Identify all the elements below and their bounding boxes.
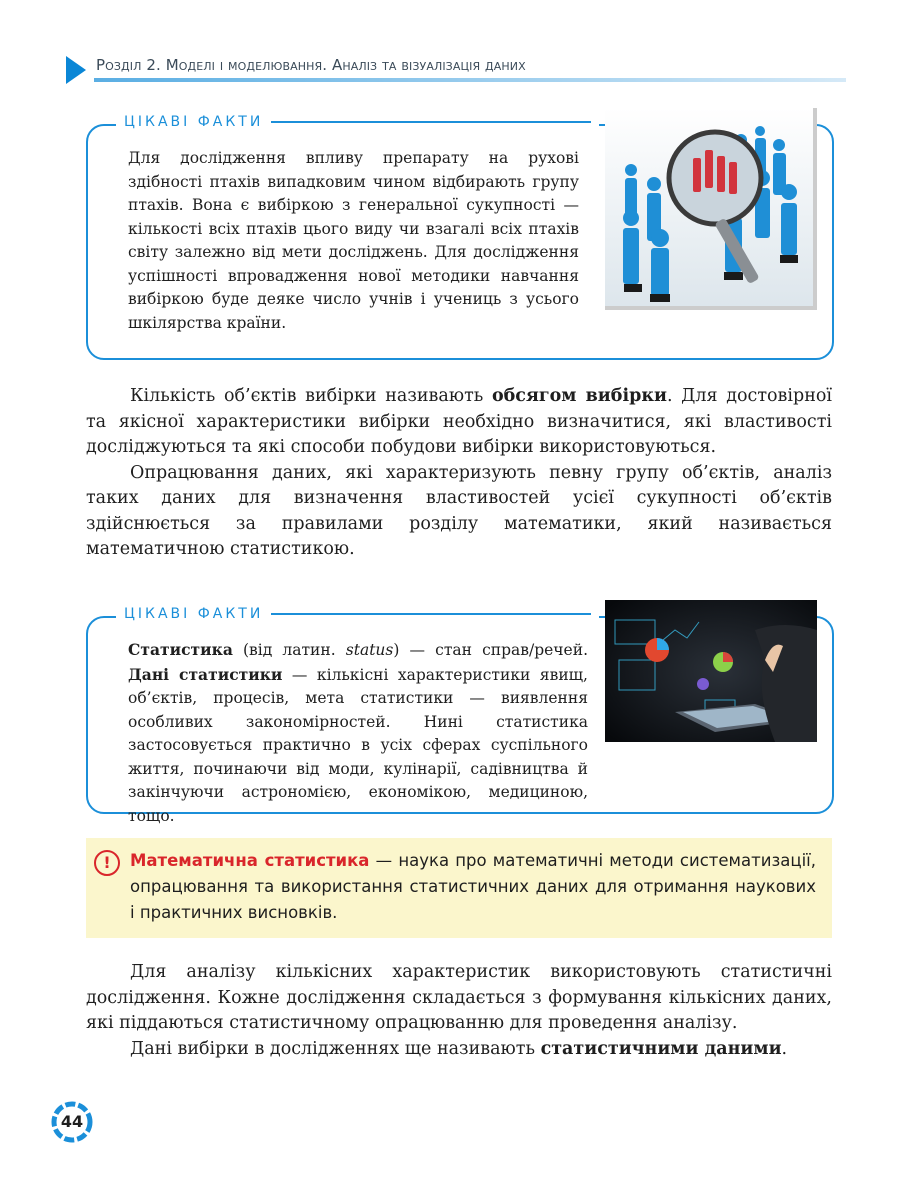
definition-box xyxy=(86,838,832,938)
facts-1-text: Для дослідження впливу препарату на рухові здібності птахів випадковим чином відбирають групу птахів. Вона є вибіркою з генеральної сукупності — кількості всіх птахів цього виду чи взагалі всіх птахів світу залежно від мети досліджень. Для дослідження успішності впровадження нової методики навчання вибіркою буде деяке число учнів і учениць з усього шкілярства країни. xyxy=(128,149,579,332)
latin-word: status xyxy=(345,641,394,659)
header-rule xyxy=(94,78,846,82)
text: ) — стан справ/речей. xyxy=(393,641,588,659)
chapter-title: Розділ 2. Моделі і моделювання. Аналіз та візуалізація даних xyxy=(96,56,526,74)
text: . Для достовірної та якісної характеристики вибірки необхідно визначитися, які властивості досліджуються та які способи побудови вибірки використовуються. xyxy=(86,386,832,457)
term-statistics-data: Дані статистики xyxy=(128,664,283,684)
paragraph-statistical-data xyxy=(86,960,832,1062)
facts-2-text xyxy=(128,638,588,828)
term-sample-size: обсягом вибірки xyxy=(491,386,667,406)
text: (від латин. xyxy=(232,641,346,659)
magnifier-people-illustration xyxy=(605,108,817,310)
exclamation-icon: ! xyxy=(94,850,120,876)
statistics-tablet-photo xyxy=(605,600,817,742)
text: — кількісні характеристики явищ, об’єктів, процесів, мета статистики — виявлення особливих закономірностей. Нині статистика застосовується практично в усіх сферах суспільного життя, починаючи від моди, кулінарії, садівництва й закінчуючи астрономією, економікою, медициною, тощо. xyxy=(128,665,588,825)
page-header xyxy=(66,50,846,82)
paragraph-sample-size xyxy=(86,384,832,563)
term-statistics: Статистика xyxy=(128,640,233,659)
paragraph-1 xyxy=(86,384,832,461)
text: Дані вибірки в дослідженнях ще називають xyxy=(130,1038,541,1059)
facts-label: ЦІКАВІ ФАКТИ xyxy=(116,606,599,622)
facts-label: ЦІКАВІ ФАКТИ xyxy=(116,114,599,130)
header-triangle-icon xyxy=(66,56,86,84)
text: Кількість об’єктів вибірки називають xyxy=(130,386,492,406)
page-number-badge xyxy=(50,1100,94,1144)
term-statistical-data: статистичними даними xyxy=(540,1038,782,1059)
paragraph-4 xyxy=(86,1037,832,1063)
paragraph-2: Опрацювання даних, які характеризують певну групу об’єктів, аналіз таких даних для визначення властивостей усієї сукупності об’єктів здійснюється за правилами розділу математики, який називається математичною статистикою. xyxy=(86,462,832,559)
term-math-statistics: Математична статистика xyxy=(130,851,370,870)
text: — наука про математичні методи систематизації, опрацювання та використання статистичних даних для отримання наукових і практичних висновків. xyxy=(130,851,816,922)
definition-text xyxy=(130,848,816,926)
page-number: 44 xyxy=(60,1112,84,1131)
text: . xyxy=(781,1038,788,1059)
paragraph-3: Для аналізу кількісних характеристик використовують статистичні дослідження. Кожне дослідження складається з формування кількісних даних, які піддаються статистичному опрацюванню для проведення аналізу. xyxy=(86,962,832,1033)
